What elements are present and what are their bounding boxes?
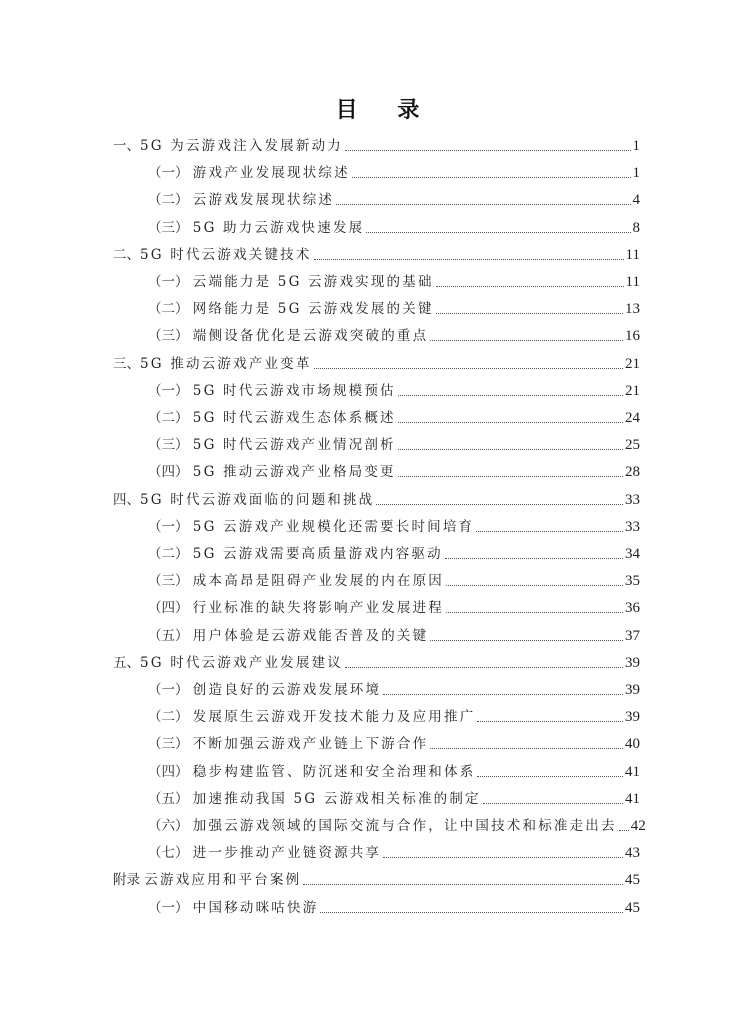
entry-title: 5G 推动云游戏产业格局变更 — [192, 464, 396, 481]
toc-chapter-entry[interactable] — [113, 647, 640, 673]
entry-title: 5G 助力云游戏快速发展 — [192, 219, 365, 236]
entry-title: 5G 时代云游戏关键技术 — [140, 246, 312, 263]
entry-title: 端侧设备优化是云游戏突破的重点 — [192, 328, 429, 345]
entry-number: （三） — [148, 328, 193, 345]
entry-number: 附录 — [113, 872, 145, 889]
entry-page-number: 28 — [625, 464, 640, 481]
toc-section-entry[interactable] — [148, 592, 640, 618]
dot-leader — [446, 612, 623, 613]
entry-page-number: 45 — [625, 899, 640, 916]
toc-section-entry[interactable] — [148, 756, 640, 782]
entry-title: 成本高昂是阻碍产业发展的内在原因 — [192, 573, 444, 590]
dot-leader — [336, 204, 630, 205]
entry-page-number: 8 — [632, 219, 640, 236]
entry-number: （四） — [148, 464, 193, 481]
entry-number: （二） — [148, 546, 193, 562]
dot-leader — [477, 776, 623, 777]
dot-leader — [314, 368, 623, 369]
dot-leader — [436, 313, 623, 314]
entry-number: （一） — [148, 682, 193, 698]
dot-leader — [352, 177, 631, 178]
entry-page-number: 33 — [625, 518, 640, 535]
entry-page-number: 36 — [625, 600, 640, 617]
dot-leader — [398, 395, 623, 396]
entry-page-number: 11 — [625, 274, 640, 290]
toc-section-entry[interactable] — [148, 456, 640, 482]
entry-page-number: 21 — [625, 355, 640, 372]
entry-title: 5G 时代云游戏产业发展建议 — [140, 654, 343, 671]
toc-chapter-entry[interactable] — [113, 239, 640, 265]
entry-number: （三） — [148, 437, 193, 454]
toc-section-entry[interactable] — [148, 157, 640, 183]
entry-title: 中国移动咪咕快游 — [192, 899, 319, 916]
entry-number: （五） — [148, 627, 193, 644]
entry-number: 四、 — [113, 491, 140, 508]
toc-section-entry[interactable] — [148, 511, 640, 537]
toc-section-entry[interactable] — [148, 429, 640, 455]
toc-section-entry[interactable] — [148, 701, 640, 727]
entry-title: 用户体验是云游戏能否普及的关键 — [192, 627, 429, 644]
dot-leader — [376, 504, 623, 505]
dot-leader — [366, 232, 630, 233]
toc-chapter-entry[interactable] — [113, 484, 640, 510]
entry-number: （三） — [148, 736, 193, 753]
entry-title: 云端能力是 5G 云游戏实现的基础 — [192, 274, 434, 290]
entry-page-number: 42 — [630, 818, 646, 834]
entry-page-number: 34 — [625, 546, 640, 562]
entry-number: 五、 — [113, 654, 140, 671]
entry-page-number: 25 — [625, 437, 640, 454]
toc-section-entry[interactable] — [148, 728, 640, 754]
entry-title: 5G 云游戏产业规模化还需要长时间培育 — [192, 518, 475, 535]
entry-page-number: 1 — [632, 165, 640, 182]
entry-number: 二、 — [113, 246, 140, 263]
dot-leader — [430, 748, 623, 749]
entry-number: （二） — [148, 410, 193, 426]
entry-number: （三） — [148, 219, 193, 236]
entry-number: （二） — [148, 709, 193, 726]
toc-section-entry[interactable] — [148, 538, 640, 564]
entry-title: 不断加强云游戏产业链上下游合作 — [192, 736, 429, 753]
entry-number: （三） — [148, 573, 193, 590]
entry-page-number: 4 — [632, 192, 640, 209]
dot-leader — [483, 803, 623, 804]
entry-page-number: 43 — [625, 845, 640, 862]
toc-section-entry[interactable] — [148, 837, 640, 863]
entry-number: （四） — [148, 763, 193, 780]
dot-leader — [436, 286, 624, 287]
dot-leader — [430, 340, 623, 341]
entry-title: 5G 推动云游戏产业变革 — [140, 355, 312, 372]
entry-number: （五） — [148, 790, 193, 807]
toc-section-entry[interactable] — [148, 375, 640, 401]
entry-title: 5G 为云游戏注入发展新动力 — [140, 138, 343, 154]
entry-number: （一） — [148, 518, 193, 535]
dot-leader — [383, 857, 623, 858]
entry-page-number: 37 — [625, 627, 640, 644]
toc-section-entry[interactable] — [148, 674, 640, 700]
entry-page-number: 35 — [625, 573, 640, 590]
toc-section-entry[interactable] — [148, 402, 640, 428]
dot-leader — [320, 912, 623, 913]
entry-page-number: 13 — [625, 301, 640, 318]
entry-page-number: 1 — [632, 138, 640, 154]
entry-number: （二） — [148, 192, 193, 209]
toc-section-entry[interactable] — [148, 892, 640, 918]
dot-leader — [398, 422, 623, 423]
toc-chapter-entry[interactable] — [113, 130, 640, 156]
entry-title: 云游戏发展现状综述 — [192, 192, 335, 209]
entry-number: （四） — [148, 600, 193, 617]
entry-page-number: 16 — [625, 328, 640, 345]
entry-page-number: 11 — [625, 246, 640, 263]
dot-leader — [619, 830, 629, 831]
dot-leader — [314, 259, 624, 260]
entry-title: 5G 时代云游戏面临的问题和挑战 — [140, 491, 375, 508]
entry-page-number: 33 — [625, 491, 640, 508]
dot-leader — [430, 640, 623, 641]
entry-title: 5G 时代云游戏市场规模预估 — [192, 382, 396, 399]
toc-section-entry[interactable] — [148, 620, 640, 646]
entry-title: 5G 时代云游戏产业情况剖析 — [192, 437, 396, 454]
page-title: 目 录 — [335, 98, 436, 123]
entry-title: 云游戏应用和平台案例 — [144, 872, 302, 889]
entry-page-number: 45 — [625, 872, 640, 889]
entry-title: 加速推动我国 5G 云游戏相关标准的制定 — [192, 790, 481, 807]
dot-leader — [398, 449, 623, 450]
entry-title: 进一步推动产业链资源共享 — [192, 845, 382, 862]
dot-leader — [345, 150, 631, 151]
entry-title: 稳步构建监管、防沉迷和安全治理和体系 — [192, 763, 476, 780]
toc-section-entry[interactable] — [148, 184, 640, 210]
toc-section-entry[interactable] — [148, 565, 640, 591]
entry-title: 发展原生云游戏开发技术能力及应用推广 — [192, 709, 476, 726]
dot-leader — [303, 884, 623, 885]
toc-section-entry[interactable] — [148, 293, 640, 319]
entry-title: 游戏产业发展现状综述 — [192, 165, 350, 182]
entry-page-number: 39 — [625, 682, 640, 698]
entry-title: 网络能力是 5G 云游戏发展的关键 — [192, 301, 434, 318]
dot-leader — [383, 694, 623, 695]
entry-number: （六） — [148, 818, 193, 834]
dot-leader — [446, 585, 623, 586]
dot-leader — [345, 667, 623, 668]
entry-number: （七） — [148, 845, 193, 862]
entry-number: （一） — [148, 274, 193, 290]
entry-number: （一） — [148, 899, 193, 916]
dot-leader — [398, 476, 623, 477]
entry-page-number: 41 — [625, 763, 640, 780]
toc-section-entry[interactable] — [148, 212, 640, 238]
entry-page-number: 24 — [625, 410, 640, 426]
entry-title: 加强云游戏领域的国际交流与合作，让中国技术和标准走出去 — [192, 818, 617, 834]
entry-number: （一） — [148, 382, 193, 399]
entry-number: 一、 — [113, 138, 140, 154]
entry-title: 5G 云游戏需要高质量游戏内容驱动 — [192, 546, 443, 562]
entry-title: 行业标准的缺失将影响产业发展进程 — [192, 600, 444, 617]
entry-title: 5G 时代云游戏生态体系概述 — [192, 410, 396, 426]
entry-number: （一） — [148, 165, 193, 182]
dot-leader — [445, 558, 623, 559]
toc-section-entry[interactable] — [148, 266, 640, 292]
entry-title: 创造良好的云游戏发展环境 — [192, 682, 382, 698]
entry-number: （二） — [148, 301, 193, 318]
entry-page-number: 40 — [625, 736, 640, 753]
toc-section-entry[interactable] — [148, 783, 640, 809]
entry-page-number: 41 — [625, 790, 640, 807]
entry-page-number: 21 — [625, 382, 640, 399]
dot-leader — [476, 531, 623, 532]
entry-number: 三、 — [113, 355, 140, 372]
dot-leader — [477, 721, 623, 722]
toc-section-entry[interactable] — [148, 320, 640, 346]
entry-page-number: 39 — [625, 654, 640, 671]
toc-chapter-entry[interactable] — [113, 348, 640, 374]
toc-chapter-entry[interactable] — [113, 864, 640, 890]
toc-section-entry[interactable] — [148, 810, 646, 836]
entry-page-number: 39 — [625, 709, 640, 726]
